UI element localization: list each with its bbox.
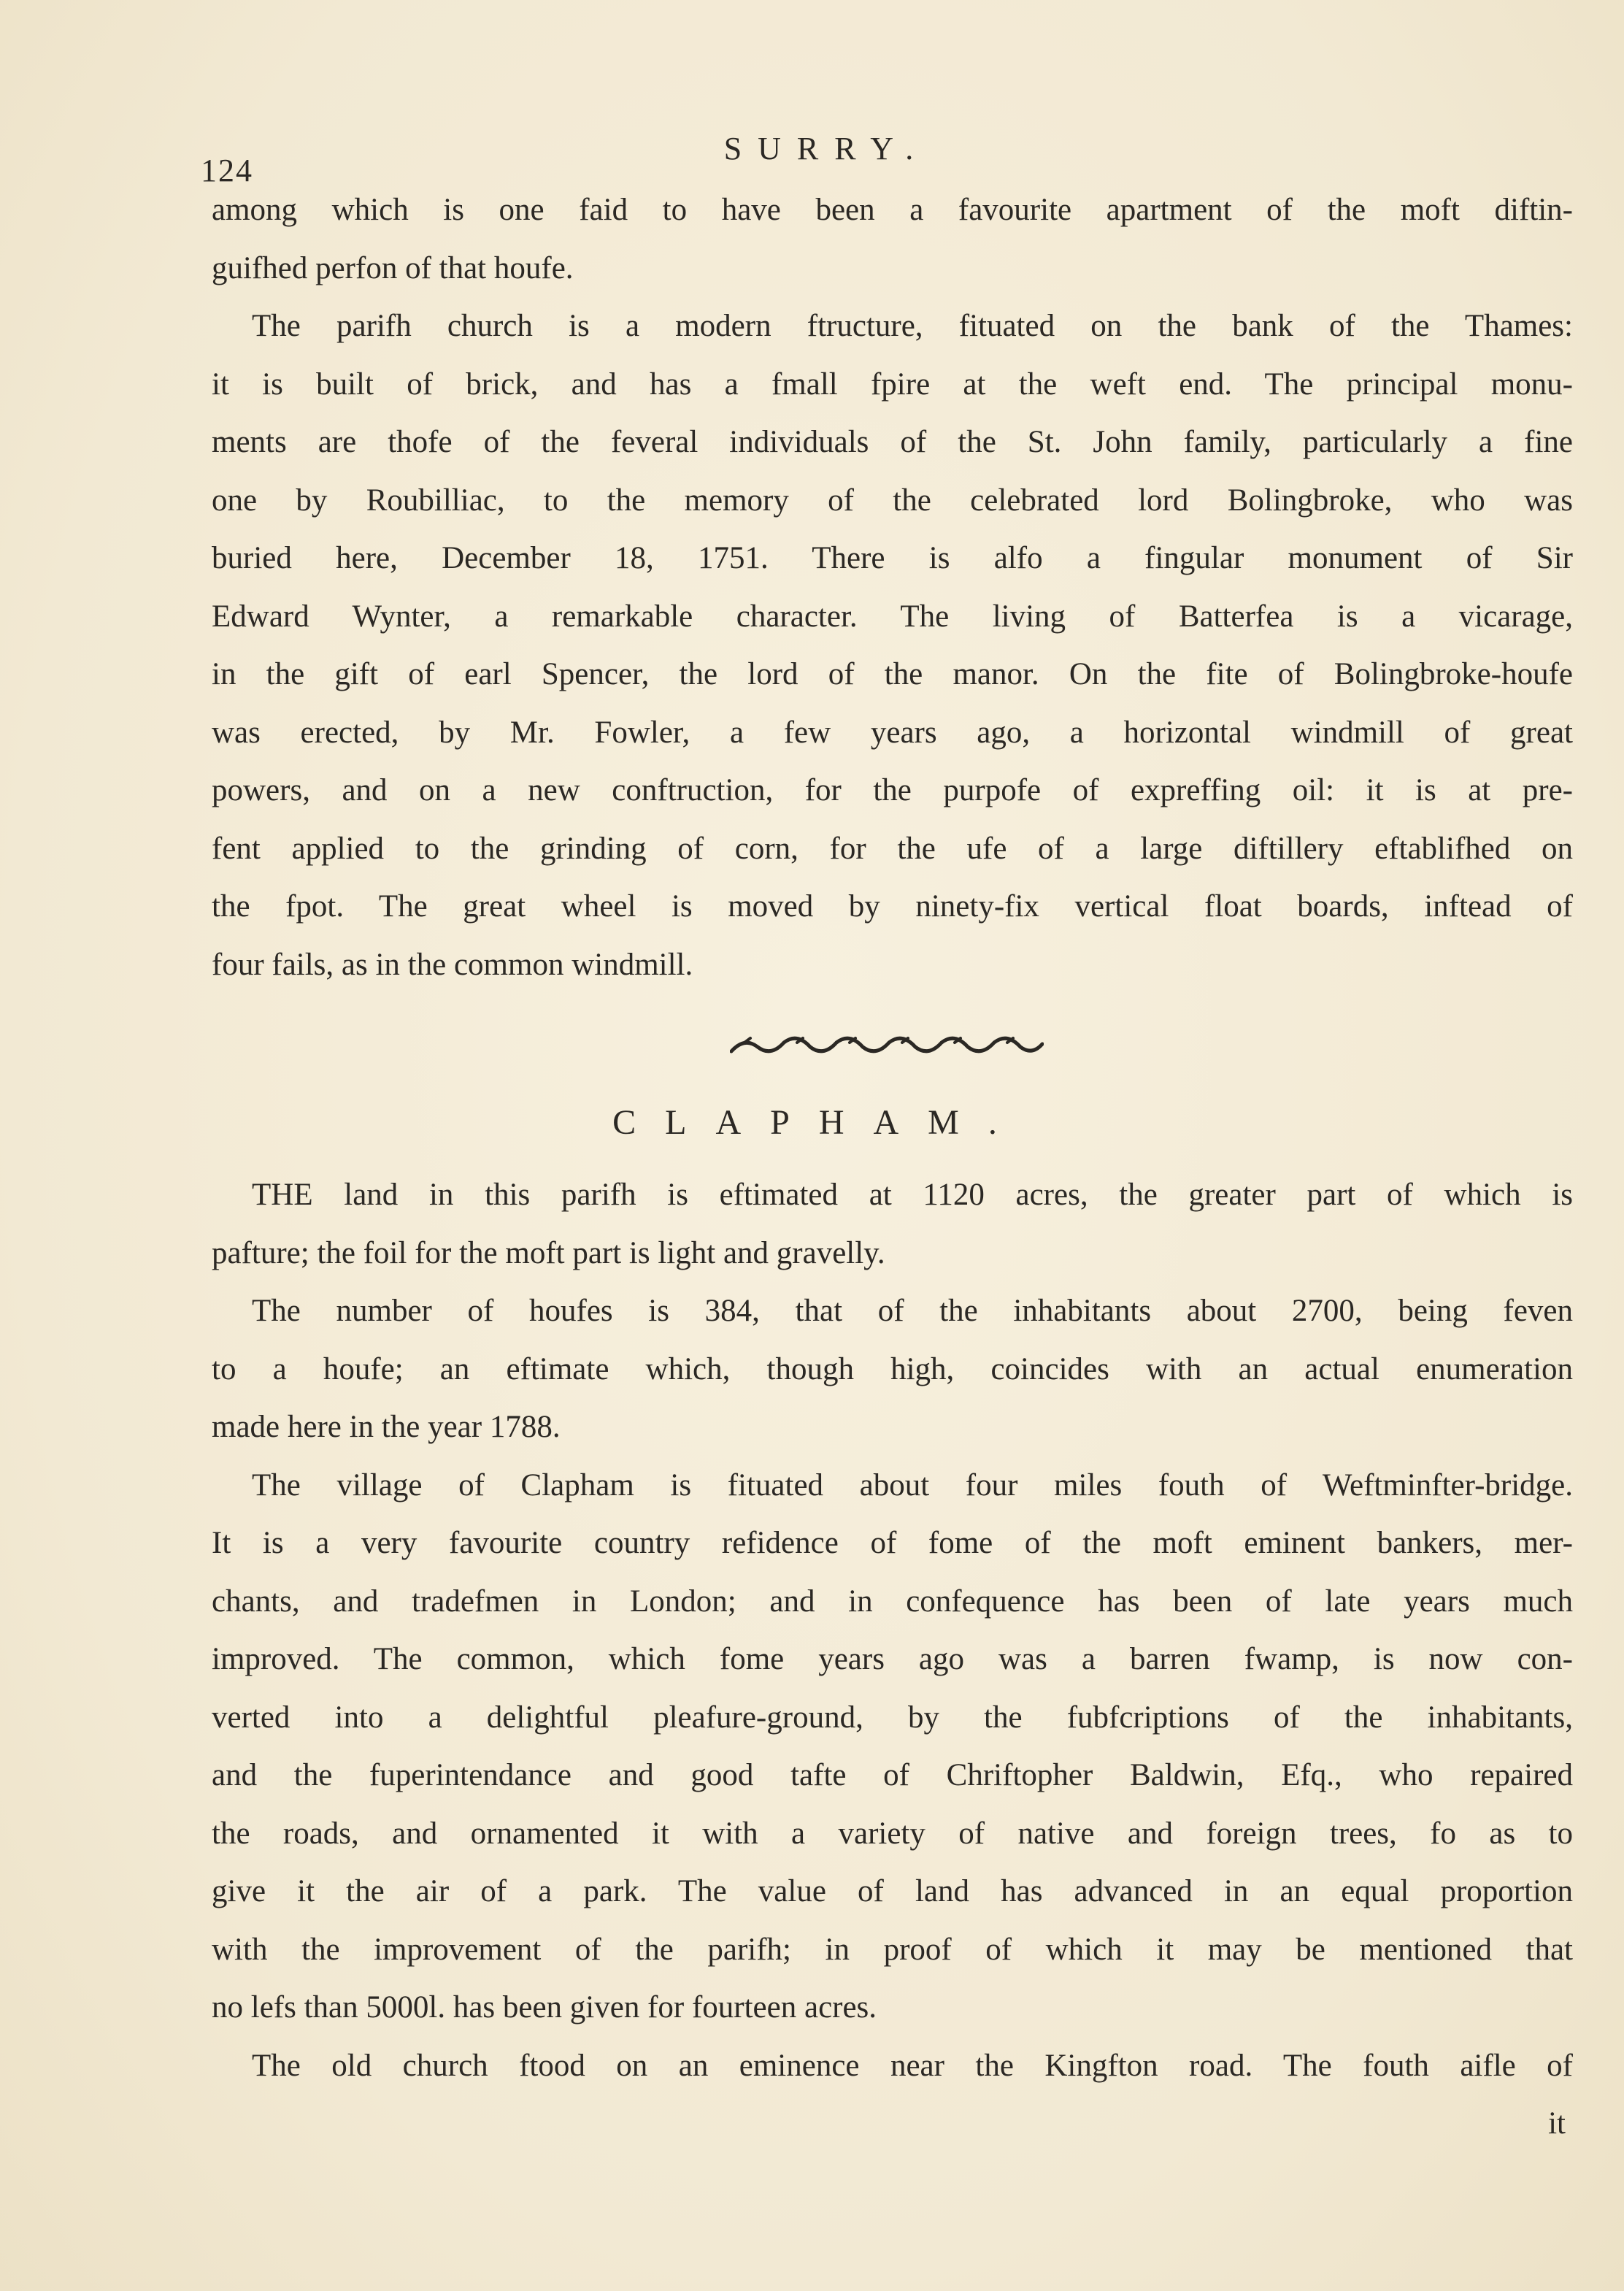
text-line: in the gift of earl Spencer, the lord of the manor. On the fite of Bolingbroke-houfe: [212, 657, 1573, 691]
section-heading-clapham: CLAPHAM.: [612, 1103, 1026, 1142]
text-line: one by Roubilliac, to the memory of the celebrated lord Bolingbroke, who was: [212, 483, 1573, 518]
text-line: the fpot. The great wheel is moved by ninety-fix vertical float boards, inftead of: [212, 889, 1573, 924]
text-line: improved. The common, which fome years ago was a barren fwamp, is now con-: [212, 1642, 1573, 1676]
text-line: among which is one faid to have been a favourite apartment of the moft diftin-: [212, 193, 1573, 227]
text-line: buried here, December 18, 1751. There is alfo a fingular monument of Sir: [212, 541, 1573, 575]
text-line: four fails, as in the common windmill.: [212, 947, 693, 982]
text-line: Edward Wynter, a remarkable character. The living of Batterfea is a vicarage,: [212, 599, 1573, 634]
text-line: the roads, and ornamented it with a variety of native and foreign trees, fo as to: [212, 1816, 1573, 1851]
text-line: pafture; the foil for the moft part is light and gravelly.: [212, 1235, 885, 1270]
running-head: SURRY.: [723, 131, 930, 166]
text-line: The number of houfes is 384, that of the inhabitants about 2700, being feven: [252, 1294, 1573, 1328]
page-number: 124: [201, 153, 253, 188]
text-line: powers, and on a new conftruction, for the purpofe of expreffing oil: it is at pre-: [212, 773, 1573, 807]
text-line: give it the air of a park. The value of land has advanced in an equal proportion: [212, 1874, 1573, 1908]
text-line: The village of Clapham is fituated about four miles fouth of Weftminfter-bridge.: [252, 1467, 1573, 1503]
section-clapham-text: [212, 1166, 1573, 2153]
decorative-ornament-rule: [730, 1034, 1044, 1059]
text-line: to a houfe; an eftimate which, though high, coincides with an actual enumeration: [212, 1351, 1573, 1386]
text-line: it is built of brick, and has a fmall fpire at the weft end. The principal monu-: [212, 367, 1573, 402]
text-line: chants, and tradefmen in London; and in confequence has been of late years much: [212, 1584, 1573, 1619]
text-line: made here in the year 1788.: [212, 1410, 561, 1444]
text-line: The parifh church is a modern ftructure, fituated on the bank of the Thames:: [252, 309, 1573, 343]
text-line: was erected, by Mr. Fowler, a few years ago, a horizontal windmill of great: [212, 715, 1573, 750]
section-battersea-text: [212, 181, 1573, 994]
text-line: guifhed perfon of that houfe.: [212, 250, 574, 285]
catchword: it: [1548, 2106, 1566, 2141]
text-line: THE land in this parifh is eftimated at 1120 acres, the greater part of which is: [252, 1178, 1573, 1212]
text-line: It is a very favourite country refidence of fome of the moft eminent bankers, mer-: [212, 1526, 1573, 1560]
text-line: ments are thofe of the feveral individuals of the St. John family, particularly a fine: [212, 425, 1573, 459]
text-line: The old church ftood on an eminence near the Kingfton road. The fouth aifle of: [252, 2048, 1573, 2083]
text-line: with the improvement of the parifh; in proof of which it may be mentioned that: [212, 1932, 1573, 1967]
text-line: no lefs than 5000l. has been given for fourteen acres.: [212, 1990, 877, 2025]
text-line: and the fuperintendance and good tafte of Chriftopher Baldwin, Efq., who repaired: [212, 1758, 1573, 1792]
text-line: fent applied to the grinding of corn, for the ufe of a large diftillery eftablifhed on: [212, 831, 1573, 866]
text-line: verted into a delightful pleafure-ground, by the fubfcriptions of the inhabitants,: [212, 1700, 1573, 1735]
